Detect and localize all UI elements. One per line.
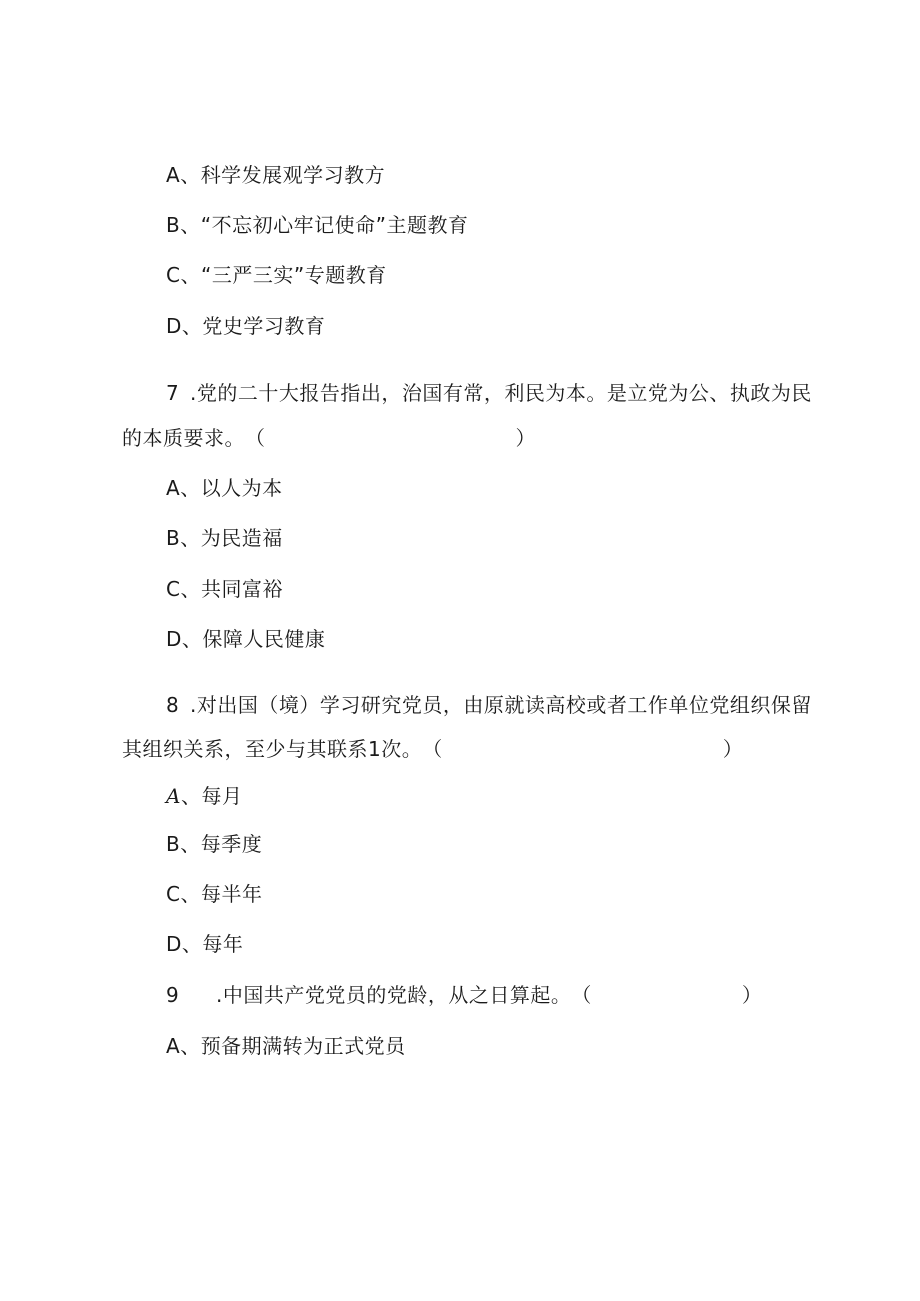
- option-separator: 、: [180, 263, 201, 287]
- option-letter: D: [166, 627, 182, 651]
- option-separator: 、: [180, 213, 201, 237]
- q8-stem-line1: [166, 692, 812, 718]
- option-letter: A: [166, 476, 181, 500]
- q8-option-a: [166, 783, 242, 809]
- q8-option-c: [166, 881, 262, 907]
- q8-stem-line2: [122, 736, 743, 762]
- q6-option-a: [166, 162, 385, 188]
- option-text: 为民造福: [200, 526, 283, 550]
- question-text: 的本质要求。: [122, 426, 245, 450]
- option-letter: B: [166, 526, 181, 550]
- option-letter: D: [166, 932, 182, 956]
- q7-option-c: [166, 576, 283, 602]
- option-text: “三严三实”专题教育: [200, 263, 387, 287]
- option-separator: 、: [180, 882, 201, 906]
- option-letter: A: [166, 784, 181, 808]
- question-number: 8: [166, 693, 180, 717]
- option-text: 每月: [201, 784, 243, 808]
- option-separator: 、: [181, 932, 203, 956]
- option-separator: 、: [180, 577, 201, 601]
- q6-option-d: [166, 313, 325, 339]
- answer-paren-close: ）: [741, 983, 763, 1007]
- option-separator: 、: [180, 163, 201, 187]
- option-letter: C: [166, 577, 181, 601]
- option-separator: 、: [180, 1034, 201, 1058]
- q7-stem-line2: [122, 425, 536, 451]
- q7-option-d: [166, 626, 325, 652]
- q8-option-b: [166, 831, 262, 857]
- question-text: .中国共产党党员的党龄，从之日算起。: [216, 983, 572, 1007]
- option-letter: C: [166, 882, 181, 906]
- q9-option-a: [166, 1033, 406, 1059]
- option-text: 每年: [202, 932, 244, 956]
- question-text: 其组织关系，至少与其联系1次。: [122, 737, 423, 761]
- option-separator: 、: [181, 314, 203, 338]
- q7-option-b: [166, 525, 283, 551]
- q7-option-a: [166, 475, 283, 501]
- q8-option-d: [166, 931, 243, 957]
- option-separator: 、: [180, 476, 201, 500]
- answer-paren-close: ）: [515, 426, 536, 450]
- option-letter: A: [166, 1034, 181, 1058]
- option-text: 共同富裕: [200, 577, 283, 601]
- answer-paren-open: （: [571, 983, 592, 1007]
- question-text: .党的二十大报告指出，治国有常，利民为本。是立党为公、执政为民: [190, 381, 812, 405]
- option-text: “不忘初心牢记使命”主题教育: [200, 213, 469, 237]
- option-separator: 、: [180, 526, 201, 550]
- q9-stem-line1: [166, 982, 762, 1008]
- q6-option-c: [166, 262, 387, 288]
- answer-paren-close: ）: [722, 737, 744, 761]
- option-text: 保障人民健康: [202, 627, 326, 651]
- question-number: 7: [166, 381, 180, 405]
- option-letter: B: [166, 832, 181, 856]
- option-letter: A: [166, 163, 181, 187]
- answer-paren-open: （: [245, 426, 266, 450]
- option-text: 科学发展观学习教方: [200, 163, 386, 187]
- option-letter: B: [166, 213, 181, 237]
- option-separator: 、: [180, 784, 202, 808]
- option-text: 每季度: [200, 832, 263, 856]
- q7-stem-line1: [166, 380, 812, 406]
- option-separator: 、: [180, 832, 201, 856]
- option-text: 以人为本: [200, 476, 283, 500]
- option-text: 预备期满转为正式党员: [200, 1034, 406, 1058]
- answer-paren-open: （: [422, 737, 443, 761]
- question-number: 9: [166, 983, 180, 1007]
- option-letter: D: [166, 314, 182, 338]
- option-separator: 、: [181, 627, 203, 651]
- option-text: 党史学习教育: [202, 314, 326, 338]
- q6-option-b: [166, 212, 468, 238]
- question-text: .对出国（境）学习研究党员，由原就读高校或者工作单位党组织保留: [190, 693, 812, 717]
- option-text: 每半年: [200, 882, 263, 906]
- option-letter: C: [166, 263, 181, 287]
